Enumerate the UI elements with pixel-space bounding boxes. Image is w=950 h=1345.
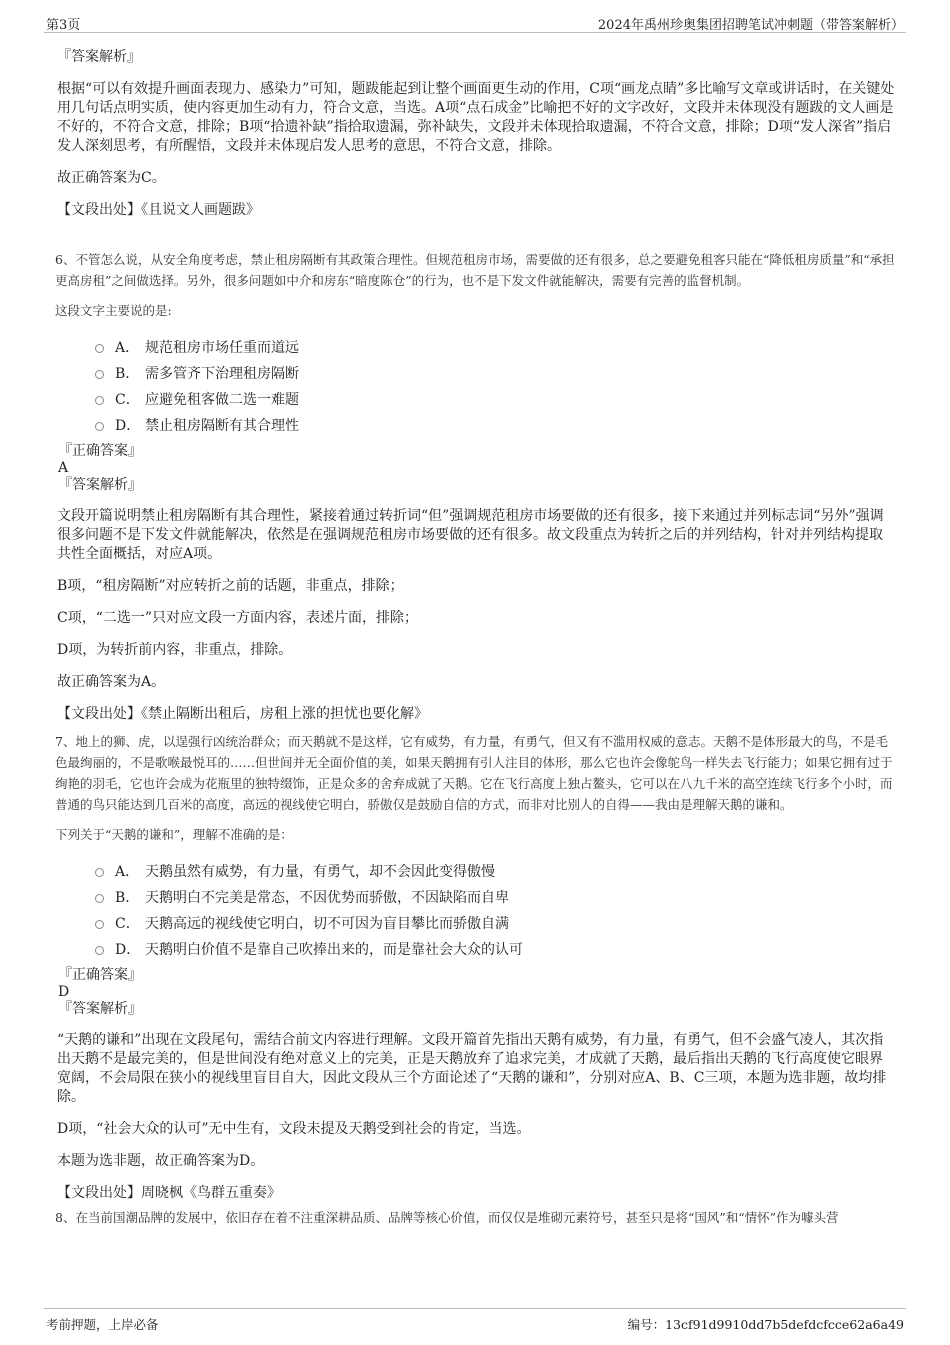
analysis-text: D项，为转折前内容，非重点，排除。 bbox=[57, 642, 293, 658]
conclusion-text: 故正确答案为A。 bbox=[57, 674, 166, 690]
option-b[interactable]: B． 需多管齐下治理租房隔断 bbox=[57, 361, 895, 387]
source-text: 【文段出处】《禁止隔断出租后，房租上涨的担忧也要化解》 bbox=[57, 706, 428, 722]
analysis-heading: 『答案解析』 bbox=[58, 477, 142, 493]
conclusion-text: 故正确答案为C。 bbox=[57, 170, 166, 186]
question-7-stem: 7、地上的狮、虎，以逞强行凶统治群众；而天鹅就不是这样，它有威势，有力量，有勇气，但又有不滥用权威的意志。天鹅不是体形最大的鸟，不是毛色最绚丽的，不是歌喉最悦耳的……但世间并无全面价值的美，如果天鹅拥有引人注目的体形，那么它也许会像鸵鸟一样失去飞行能力；如果它拥有过于绚艳的羽毛，它也许会成为花瓶里的独特缀饰，正是众多的舍弃成就了天鹅。它在飞行高度上独占鳌头，它可以在八九千米的高空连续飞行多个小时，而普通的鸟只能达到几百米的高度，高远的视线使它明白，骄傲仅是鼓励自信的方式，而非对比别人的自得——我由是理解天鹅的谦和。 bbox=[55, 734, 893, 812]
conclusion-text: 本题为选非题，故正确答案为D。 bbox=[57, 1153, 265, 1169]
question-7-prompt: 下列关于“天鹅的谦和”，理解不准确的是： bbox=[55, 827, 293, 842]
correct-answer-heading: 『正确答案』 bbox=[58, 443, 142, 459]
analysis-text: C项，“二选一”只对应文段一方面内容，表述片面，排除； bbox=[57, 610, 419, 626]
correct-answer: D bbox=[58, 984, 70, 1000]
source-text: 【文段出处】周晓枫《鸟群五重奏》 bbox=[57, 1185, 281, 1201]
page-content bbox=[57, 48, 895, 1228]
page-footer bbox=[44, 1308, 906, 1337]
document-id: 编号：13cf91d9910dd7b5defdcfcce62a6a49 bbox=[627, 1317, 904, 1332]
analysis-text: 根据“可以有效提升画面表现力、感染力”可知，题跋能起到让整个画面更生动的作用，C项“画龙点睛”多比喻写文章或讲话时，在关键处用几句话点明实质，使内容更加生动有力，符合文意，当选。A项“点石成金”比喻把不好的文字改好，文段并未体现没有题跋的文人画是不好的，不符合文意，排除；B项“拾遗补缺”指拾取遗漏，弥补缺失，文段并未体现拾取遗漏，不符合文意，排除；D项“发人深省”指启发人深刻思考，有所醒悟，文段并未体现启发人思考的意思，不符合文意，排除。 bbox=[57, 81, 895, 154]
radio-icon[interactable] bbox=[95, 422, 104, 431]
radio-icon[interactable] bbox=[95, 370, 104, 379]
option-d[interactable]: D． 天鹅明白价值不是靠自己吹捧出来的，而是靠社会大众的认可 bbox=[57, 937, 895, 963]
radio-icon[interactable] bbox=[95, 344, 104, 353]
correct-answer: A bbox=[58, 460, 69, 476]
option-c[interactable]: C． 天鹅高远的视线使它明白，切不可因为盲目攀比而骄傲自满 bbox=[57, 911, 895, 937]
radio-icon[interactable] bbox=[95, 920, 104, 929]
analysis-text: “天鹅的谦和”出现在文段尾句，需结合前文内容进行理解。文段开篇首先指出天鹅有威势，有力量，有勇气，但不会盛气凌人，其次指出天鹅不是最完美的，但是世间没有绝对意义上的完美，正是天鹅放弃了追求完美，才成就了天鹅，最后指出天鹅的飞行高度使它眼界宽阔，不会局限在狭小的视线里盲目自大，因此文段从三个方面论述了“天鹅的谦和”，分别对应A、B、C三项，本题为选非题，故均排除。 bbox=[57, 1032, 887, 1105]
source-text: 【文段出处】《且说文人画题跋》 bbox=[57, 202, 260, 218]
document-title: 2024年禹州珍奥集团招聘笔试冲刺题（带答案解析） bbox=[597, 18, 904, 33]
option-a[interactable]: A． 规范租房市场任重而道远 bbox=[57, 335, 895, 361]
option-b[interactable]: B． 天鹅明白不完美是常态，不因优势而骄傲，不因缺陷而自卑 bbox=[57, 885, 895, 911]
radio-icon[interactable] bbox=[95, 868, 104, 877]
analysis-text: B项，“租房隔断”对应转折之前的话题，非重点，排除； bbox=[57, 578, 404, 594]
question-6-prompt: 这段文字主要说的是: bbox=[55, 303, 172, 318]
radio-icon[interactable] bbox=[95, 894, 104, 903]
analysis-text: D项，“社会大众的认可”无中生有，文段未提及天鹅受到社会的肯定，当选。 bbox=[57, 1121, 531, 1137]
page-number: 第3页 bbox=[46, 18, 81, 33]
radio-icon[interactable] bbox=[95, 396, 104, 405]
option-d[interactable]: D． 禁止租房隔断有其合理性 bbox=[57, 413, 895, 439]
question-6-stem: 6、不管怎么说，从安全角度考虑，禁止租房隔断有其政策合理性。但规范租房市场，需要做的还有很多，总之要避免租客只能在“降低租房质量”和“承担更高房租”之间做选择。另外，很多问题如中介和房东“暗度陈仓”的行为，也不是下发文件就能解决，需要有完善的监督机制。 bbox=[55, 252, 895, 288]
correct-answer-heading: 『正确答案』 bbox=[58, 967, 142, 983]
footer-slogan: 考前押题，上岸必备 bbox=[46, 1317, 159, 1332]
option-a[interactable]: A． 天鹅虽然有威势，有力量，有勇气，却不会因此变得傲慢 bbox=[57, 859, 895, 885]
radio-icon[interactable] bbox=[95, 946, 104, 955]
analysis-text: 文段开篇说明禁止租房隔断有其合理性，紧接着通过转折词“但”强调规范租房市场要做的还有很多，接下来通过并列标志词“另外”强调很多问题不是下发文件就能解决，依然是在强调规范租房市场要做的还有很多。故文段重点为转折之后的并列结构，针对并列结构提取共性全面概括，对应A项。 bbox=[57, 508, 884, 562]
question-7-options bbox=[57, 859, 895, 963]
analysis-heading: 『答案解析』 bbox=[57, 49, 141, 65]
page-header bbox=[44, 12, 906, 33]
question-8-stem: 8、在当前国潮品牌的发展中，依旧存在着不注重深耕品质、品牌等核心价值，而仅仅是堆砌元素符号，甚至只是将“国风”和“情怀”作为噱头营 bbox=[55, 1210, 839, 1225]
option-c[interactable]: C． 应避免租客做二选一难题 bbox=[57, 387, 895, 413]
analysis-heading: 『答案解析』 bbox=[58, 1001, 142, 1017]
question-6-options bbox=[57, 335, 895, 439]
